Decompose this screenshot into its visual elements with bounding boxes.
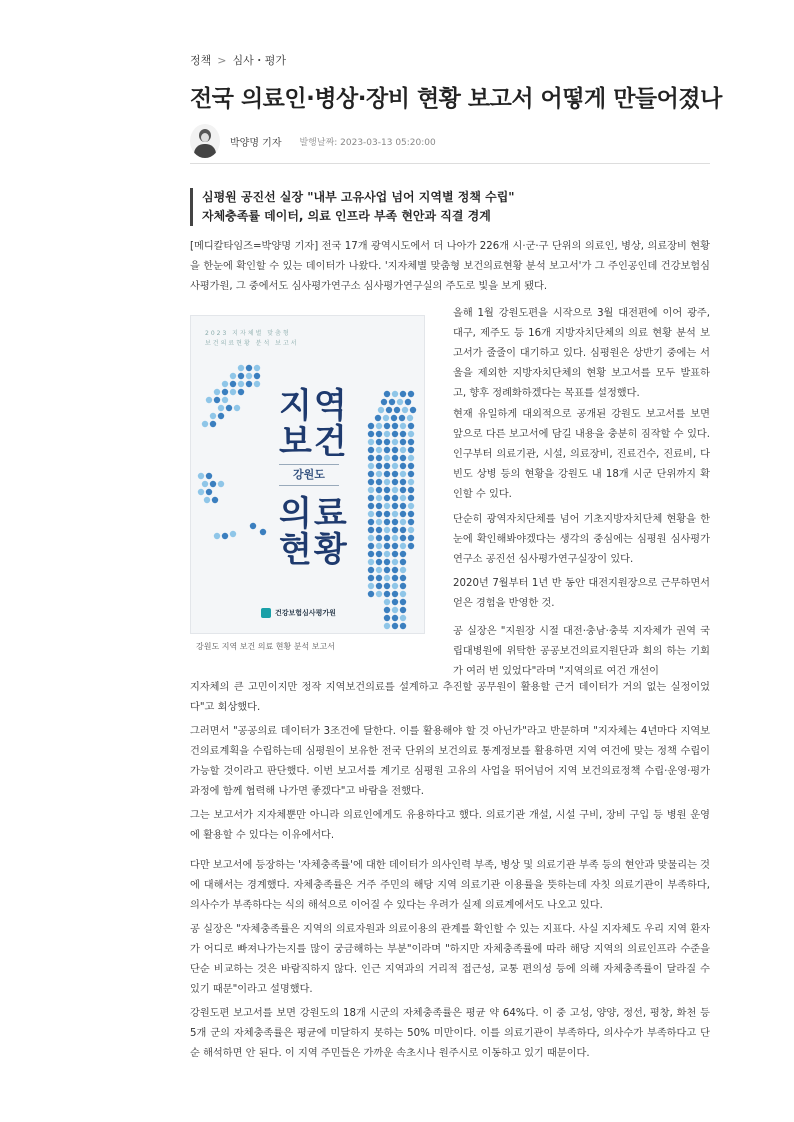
map-dot [384,575,390,581]
figure-caption: 강원도 지역 보건 의료 현황 분석 보고서 [196,642,335,651]
map-dot [376,431,382,437]
map-dot [407,415,413,421]
map-dot [392,599,398,605]
map-dot [260,529,266,535]
map-dot [376,511,382,517]
map-dot [230,531,236,537]
map-dot [376,591,382,597]
map-dot [384,495,390,501]
map-dot [368,535,374,541]
map-dot [400,583,406,589]
map-dot [400,479,406,485]
map-dot [400,527,406,533]
article-paragraph: 다만 보고서에 등장하는 '자체충족률'에 대한 데이터가 의사인력 부족, 병상 및 의료기관 부족 등의 현안과 맞물리는 것에 대해서는 경계했다. 자체충족률은 거주 주민의 해당 지역 의료기관 이용률을 뜻하는데 자칫 의료기관이 부족하다, 의사수가 부족하다는 식의 해석으로 이어질 수 있다는 우려가 실제 의료계에서도 나오고 있다. [190,860,710,911]
map-dot [400,447,406,453]
map-dot [368,487,374,493]
map-dot [392,607,398,613]
map-dot [384,615,390,621]
map-dot [392,431,398,437]
map-dot [392,591,398,597]
map-dot [234,405,240,411]
article-paragraph: [메디칼타임즈=박양명 기자] 전국 17개 광역시도에서 더 나아가 226개 시·군·구 단위의 의료인, 병상, 의료장비 현황을 한눈에 확인할 수 있는 데이터가 나왔다. '지자체별 맞춤형 보건의료현황 분석 보고서'가 그 주인공인데 건강보험심사평가원, 그 중에서도 심사평가연구소 심사평가연구실의 주도로 빛을 보게 됐다. [190,241,710,292]
map-dot [408,479,414,485]
map-dot [376,471,382,477]
map-dot [384,455,390,461]
map-dot [399,415,405,421]
map-dot [206,397,212,403]
map-dot [384,519,390,525]
map-dot [392,511,398,517]
map-dot [384,503,390,509]
article-title: 전국 의료인·병상·장비 현황 보고서 어떻게 만들어졌나 [190,86,722,112]
map-dot [400,535,406,541]
map-dot [206,489,212,495]
hira-logo-icon [261,608,271,618]
cover-title-line-2: 보건 [279,422,349,462]
map-dot [400,471,406,477]
map-dot [198,473,204,479]
article-paragraph: 2020년 7월부터 1년 반 동안 대전지원장으로 근무하면서 얻은 경험을 반영한 것. [453,578,710,609]
article-paragraph: 현재 유일하게 대외적으로 공개된 강원도 보고서를 보면 앞으로 다른 보고서에 담길 내용을 충분히 짐작할 수 있다. 인구부터 의료기관, 시설, 의료장비, 진료건수, 진료비, 다빈도 상병 등의 현황을 강원도 내 18개 시군 단위까지 확인할 수 있다. [453,409,710,500]
map-dot [376,535,382,541]
map-dot [394,407,400,413]
map-dot [408,519,414,525]
map-dot [392,527,398,533]
map-dot [392,455,398,461]
map-dot [392,503,398,509]
map-dot [384,463,390,469]
map-dot [238,381,244,387]
map-dot [368,567,374,573]
map-dot [384,447,390,453]
map-dot [392,615,398,621]
map-dot [400,575,406,581]
report-cover-image [190,315,425,634]
reporter-name[interactable]: 박양명 기자 [230,137,282,149]
map-dot [392,487,398,493]
map-dot [222,381,228,387]
map-dot [381,399,387,405]
map-dot [218,405,224,411]
map-dot [214,389,220,395]
map-dot [408,455,414,461]
map-dot [368,591,374,597]
map-dot [392,423,398,429]
map-dot [392,567,398,573]
map-dot [391,415,397,421]
map-dot [400,519,406,525]
map-dot [384,439,390,445]
map-dot [368,463,374,469]
map-dot [392,583,398,589]
map-dot [376,455,382,461]
breadcrumb-separator: > [217,53,227,67]
map-dot [246,373,252,379]
map-dot [400,487,406,493]
cover-logo-text: 건강보험심사평가원 [275,609,336,617]
map-dot [397,399,403,405]
map-dot [368,575,374,581]
map-dot [400,495,406,501]
map-dot [408,391,414,397]
map-dot [384,423,390,429]
map-dot [226,405,232,411]
map-dot [378,407,384,413]
map-dot [368,423,374,429]
map-dot [408,503,414,509]
map-dot [376,487,382,493]
map-dot [376,439,382,445]
map-dot [408,471,414,477]
map-dot [392,495,398,501]
map-dot [400,391,406,397]
map-dot [210,413,216,419]
subheadline-2: 자체충족률 데이터, 의료 인프라 부족 현안과 직결 경계 [202,209,491,223]
map-dot [400,543,406,549]
map-dot [218,413,224,419]
map-dot [384,583,390,589]
map-dot [384,431,390,437]
map-dot [198,489,204,495]
map-dot [214,397,220,403]
map-dot [376,495,382,501]
map-dot [400,455,406,461]
map-dot [392,447,398,453]
map-dot [230,381,236,387]
article-paragraph: 공 실장은 "자체충족률은 지역의 의료자원과 의료이용의 관계를 확인할 수 있는 지표다. 사실 지자체도 우리 지역 환자가 어디로 빠져나가는지를 많이 궁금해하는 부분"이라며 "하지만 자체충족률에 따라 해당 지역의 의료인프라 수준을 단순 비교하는 것은 바람직하지 않다. 인근 지역과의 거리적 접근성, 교통 편의성 등에 의해 자체충족률이 달라질 수 있기 때문"이라고 설명했다. [190,924,710,995]
cover-title-line-1: 지역 [279,386,349,426]
map-dot [400,599,406,605]
map-dot [408,543,414,549]
map-dot [238,365,244,371]
map-dot [392,463,398,469]
map-dot [384,599,390,605]
map-dot [384,535,390,541]
map-dot [400,423,406,429]
map-dot [384,527,390,533]
map-dot [400,511,406,517]
map-dot [386,407,392,413]
avatar [190,124,220,158]
map-dot [384,567,390,573]
map-dot [230,389,236,395]
map-dot [376,527,382,533]
cover-logo [261,608,336,618]
map-dot [254,381,260,387]
breadcrumb-subsection[interactable]: 심사・평가 [232,54,286,67]
map-dot [250,523,256,529]
map-dot [392,559,398,565]
map-dot [400,615,406,621]
map-dot [376,503,382,509]
map-dot [375,415,381,421]
map-dot [368,503,374,509]
map-dot [400,551,406,557]
map-dot [368,559,374,565]
subheadline-block [190,188,515,226]
map-dot [212,497,218,503]
map-dot [238,373,244,379]
map-dot [400,567,406,573]
cover-title-line-4: 현황 [279,530,349,570]
map-dot [376,463,382,469]
map-dot [392,519,398,525]
map-dot [408,527,414,533]
map-dot [392,623,398,629]
map-dot [408,423,414,429]
breadcrumb [190,52,286,68]
map-dot [392,543,398,549]
map-dot [368,519,374,525]
map-dot [384,543,390,549]
map-dot [384,607,390,613]
map-dot [400,439,406,445]
map-dot [210,421,216,427]
map-dot [210,481,216,487]
map-dot [383,415,389,421]
article-paragraph: 강원도편 보고서를 보면 강원도의 18개 시군의 자체충족률은 평균 약 64%다. 이 중 고성, 양양, 정선, 평창, 화천 등 5개 군의 자체충족률은 평균에 미달하지 못하는 50% 미만이다. 이를 의료기관이 부족하다, 의사수가 부족하다고 단순 해석하면 안 된다. 이 지역 주민들은 가까운 속초시나 원주시로 이동하고 있기 때문이다. [190,1008,710,1059]
article-paragraph: 단순히 광역자치단체를 넘어 기초지방자치단체 현황을 한눈에 확인해봐야겠다는 생각의 중심에는 심평원 심사평가연구소 공진선 심사평가연구실장이 있다. [453,514,710,565]
map-dot [392,575,398,581]
map-dot [402,407,408,413]
map-dot [408,535,414,541]
map-dot [376,583,382,589]
map-dot [214,533,220,539]
map-dot [408,463,414,469]
map-dot [376,423,382,429]
map-dot [408,487,414,493]
map-dot [392,391,398,397]
map-dot [368,551,374,557]
map-dot [400,591,406,597]
map-dot [376,519,382,525]
map-dot [368,583,374,589]
map-dot [376,551,382,557]
map-dot [400,463,406,469]
map-dot [246,381,252,387]
map-dot [400,431,406,437]
article-paragraph: 그는 보고서가 지자체뿐만 아니라 의료인에게도 유용하다고 했다. 의료기관 개설, 시설 구비, 장비 구입 등 병원 운영에 활용할 수 있다는 이유에서다. [190,810,710,841]
map-dot [246,365,252,371]
map-dot [384,623,390,629]
cover-title-line-3: 의료 [279,494,349,534]
divider [190,163,710,164]
map-dot [400,607,406,613]
cover-subtitle-2: 보건의료현황 분석 보고서 [205,340,299,347]
map-dot [400,559,406,565]
map-dot [222,389,228,395]
map-dot [408,431,414,437]
map-dot [376,479,382,485]
cover-region: 강원도 [279,464,339,486]
map-dot [376,567,382,573]
article-paragraph: 올해 1월 강원도편을 시작으로 3월 대전편에 이어 광주, 대구, 제주도 등 16개 지방자치단체의 의료 현황 분석 보고서가 줄줄이 대기하고 있다. 심평원은 상반기 중에는 서울을 제외한 지방자치단체의 현황 보고서를 모두 발표하고, 향후 정례화하겠다는 목표를 설정했다. [453,308,710,399]
map-dot [392,479,398,485]
map-dot [368,527,374,533]
map-dot [206,473,212,479]
map-dot [368,431,374,437]
article-paragraph: 지자체의 큰 고민이지만 정작 지역보건의료를 설계하고 추진할 공무원이 활용할 근거 데이터가 거의 없는 실정이었다"고 회상했다. [190,682,710,713]
map-dot [400,503,406,509]
map-dot [368,447,374,453]
map-dot [230,373,236,379]
map-dot [368,439,374,445]
map-dot [384,511,390,517]
map-dot [384,591,390,597]
map-dot [392,471,398,477]
article-paragraph: 공 실장은 "지원장 시절 대전·충남·충북 지자체가 권역 국립대병원에 위탁한 공공보건의료지원단과 회의 하는 기회가 여러 번 있었다"라며 "지역의료 여건 개선이 [453,626,710,677]
map-dot [202,421,208,427]
map-dot [368,471,374,477]
map-dot [384,551,390,557]
map-dot [384,471,390,477]
map-dot [400,623,406,629]
map-dot [222,533,228,539]
map-dot [376,559,382,565]
map-dot [376,447,382,453]
map-dot [222,397,228,403]
map-dot [389,399,395,405]
map-dot [254,365,260,371]
map-dot [408,495,414,501]
map-dot [392,535,398,541]
map-dot [368,495,374,501]
map-dot [392,551,398,557]
map-dot [204,497,210,503]
map-dot [368,455,374,461]
map-dot [376,543,382,549]
map-dot [218,481,224,487]
map-dot [254,373,260,379]
map-dot [410,407,416,413]
map-dot [238,389,244,395]
map-dot [392,439,398,445]
map-dot [376,575,382,581]
map-dot [408,447,414,453]
map-dot [368,479,374,485]
subheadline-1: 심평원 공진선 실장 "내부 고유사업 넘어 지역별 정책 수립" [202,190,515,204]
byline [190,124,436,158]
map-dot [405,399,411,405]
map-dot [368,511,374,517]
map-dot [384,559,390,565]
map-dot [384,479,390,485]
breadcrumb-section[interactable]: 정책 [190,54,212,67]
publish-date: 발행날짜: 2023-03-13 05:20:00 [299,137,436,148]
map-dot [408,511,414,517]
cover-subtitle-1: 2023 지자체별 맞춤형 [205,330,291,337]
map-dot [384,487,390,493]
map-dot [408,439,414,445]
article-paragraph: 그러면서 "공공의료 데이터가 3조건에 달한다. 이를 활용해야 할 것 아닌가"라고 반문하며 "지자체는 4년마다 지역보건의료계획을 수립하는데 심평원이 보유한 전국 단위의 보건의료 통계정보를 활용하면 지역 여건에 맞는 정책 수립이 가능할 것이라고 판단했다. 이번 보고서를 계기로 심평원 고유의 사업을 뛰어넘어 지역 보건의료정책 수립·운영·평가 과정에 함께 협력해 나가면 좋겠다"고 바람을 전했다. [190,726,710,797]
map-dot [368,543,374,549]
map-dot [202,481,208,487]
map-dot [384,391,390,397]
